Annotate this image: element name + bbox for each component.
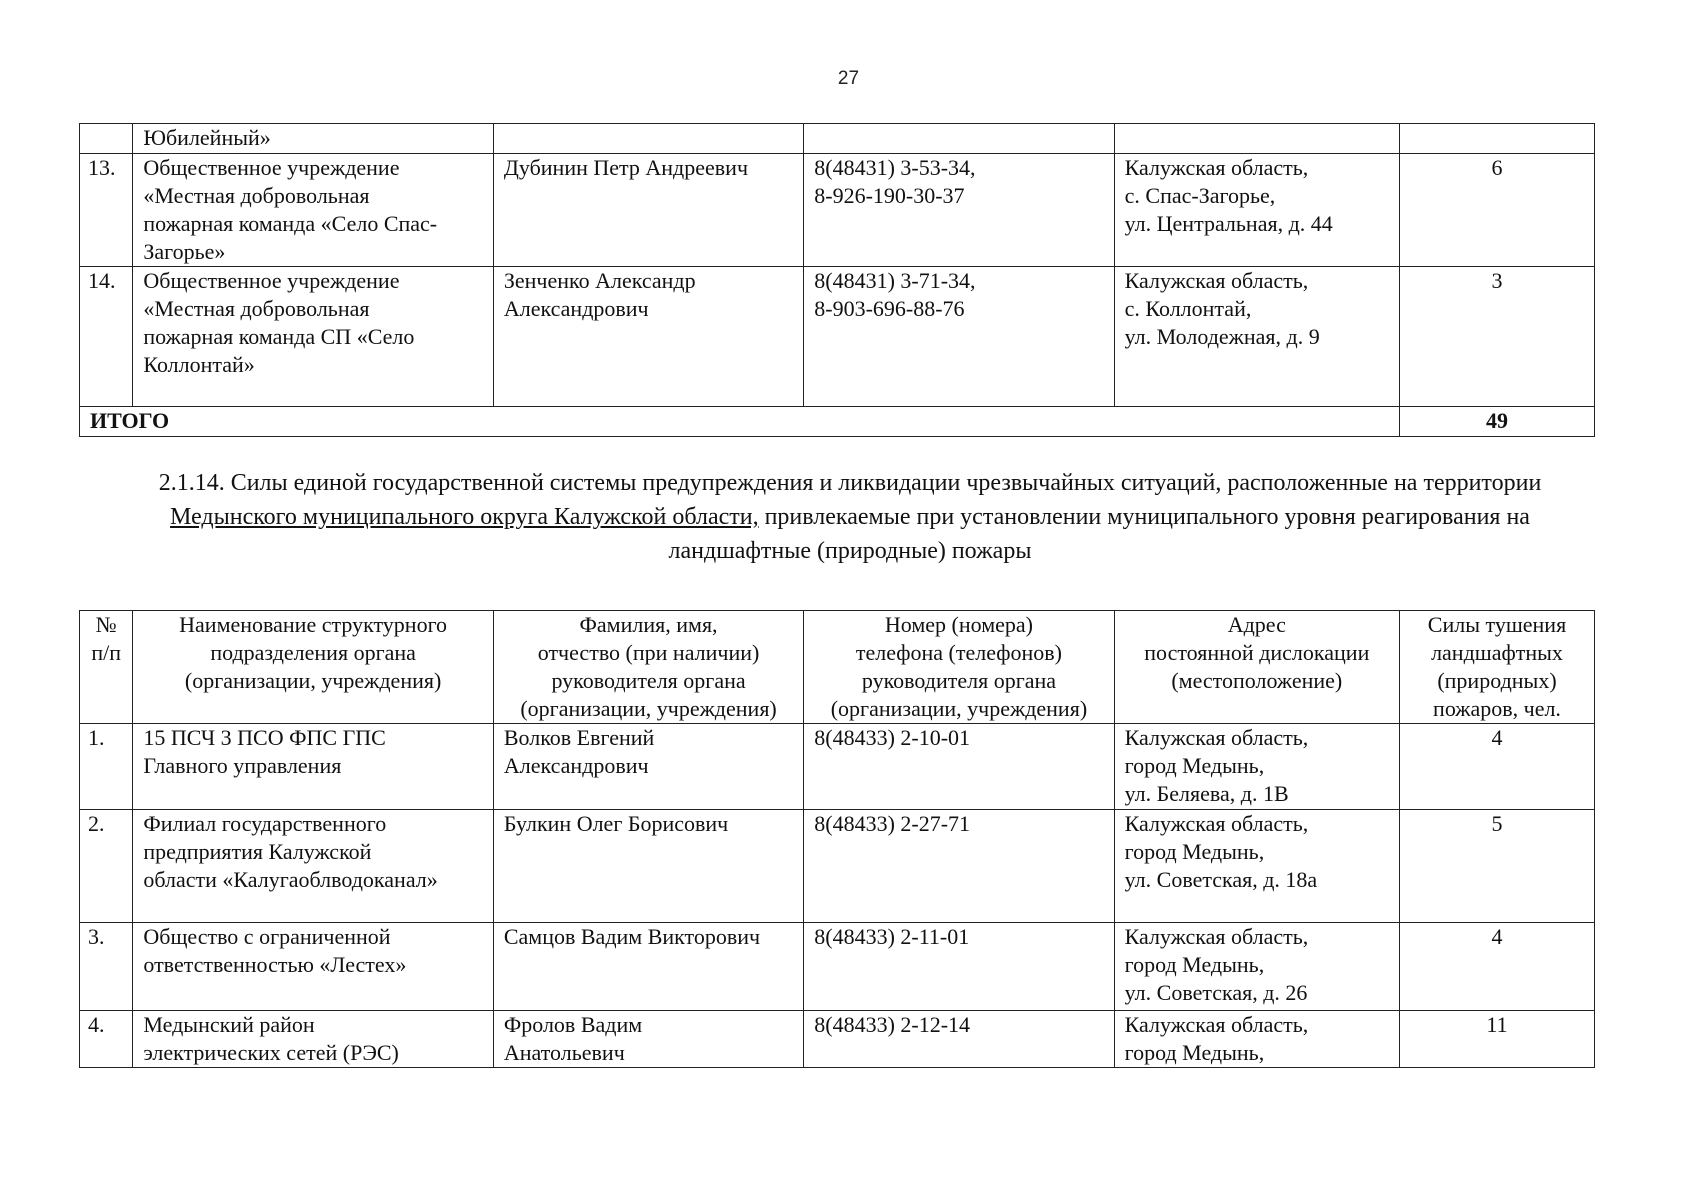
table-row: [80, 124, 1595, 154]
row-number: 13.: [80, 154, 133, 267]
total-row: [80, 407, 1595, 437]
org-name: Общество с ограниченной ответственностью «Лестех»: [133, 923, 494, 1011]
staff-count: 3: [1399, 267, 1594, 407]
table-row: [80, 1011, 1595, 1068]
row-number: 4.: [80, 1011, 133, 1068]
staff-count: 5: [1399, 810, 1594, 923]
org-name: 15 ПСЧ 3 ПСО ФПС ГПС Главного управления: [133, 724, 494, 810]
phone: 8(48431) 3-71-34, 8-903-696-88-76: [804, 267, 1114, 407]
address: [1114, 124, 1399, 154]
head-name: Фролов Вадим Анатольевич: [493, 1011, 803, 1068]
head-name: Булкин Олег Борисович: [493, 810, 803, 923]
org-name: Общественное учреждение «Местная добровольная пожарная команда СП «Село Коллонтай»: [133, 267, 494, 407]
address: Калужская область, город Медынь, ул. Советская, д. 18а: [1114, 810, 1399, 923]
phone: 8(48433) 2-11-01: [804, 923, 1114, 1011]
header-org: Наименование структурного подразделения органа (организации, учреждения): [133, 611, 494, 724]
header-head: Фамилия, имя, отчество (при наличии) руководителя органа (организации, учреждения): [493, 611, 803, 724]
row-number: 3.: [80, 923, 133, 1011]
bottom-table: [79, 610, 1595, 1068]
head-name: [493, 124, 803, 154]
org-name: Филиал государственного предприятия Калужской области «Калугаоблводоканал»: [133, 810, 494, 923]
address: Калужская область, с. Спас-Загорье, ул. Центральная, д. 44: [1114, 154, 1399, 267]
total-value: 49: [1399, 407, 1594, 437]
table-row: [80, 267, 1595, 407]
row-number: 14.: [80, 267, 133, 407]
org-name: Юбилейный»: [133, 124, 494, 154]
row-number: [80, 124, 133, 154]
row-number: 1.: [80, 724, 133, 810]
phone: 8(48431) 3-53-34, 8-926-190-30-37: [804, 154, 1114, 267]
section-title-underlined: Медынского муниципального округа Калужской области,: [170, 504, 759, 530]
section-title: [120, 466, 1580, 568]
header-num: № п/п: [80, 611, 133, 724]
total-label: ИТОГО: [80, 407, 1400, 437]
address: Калужская область, город Медынь, ул. Беляева, д. 1В: [1114, 724, 1399, 810]
table-row: [80, 923, 1595, 1011]
section-title-text-end: привлекаемые при установлении муниципального уровня реагирования на ландшафтные (природные) пожары: [668, 504, 1530, 564]
org-name: Медынский район электрических сетей (РЭС): [133, 1011, 494, 1068]
phone: [804, 124, 1114, 154]
table-header-row: [80, 611, 1595, 724]
row-number: 2.: [80, 810, 133, 923]
staff-count: 4: [1399, 724, 1594, 810]
section-title-text: 2.1.14. Силы единой государственной системы предупреждения и ликвидации чрезвычайных ситуаций, расположенные на территории: [158, 470, 1542, 496]
staff-count: 6: [1399, 154, 1594, 267]
address: Калужская область, город Медынь,: [1114, 1011, 1399, 1068]
staff-count: 4: [1399, 923, 1594, 1011]
head-name: Дубинин Петр Андреевич: [493, 154, 803, 267]
phone: 8(48433) 2-10-01: [804, 724, 1114, 810]
phone: 8(48433) 2-27-71: [804, 810, 1114, 923]
org-name: Общественное учреждение «Местная добровольная пожарная команда «Село Спас- Загорье»: [133, 154, 494, 267]
header-phone: Номер (номера) телефона (телефонов) руководителя органа (организации, учреждения): [804, 611, 1114, 724]
page-number: 27: [837, 68, 860, 89]
address: Калужская область, город Медынь, ул. Советская, д. 26: [1114, 923, 1399, 1011]
table-row: [80, 724, 1595, 810]
head-name: Зенченко Александр Александрович: [493, 267, 803, 407]
header-count: Силы тушения ландшафтных (природных) пожаров, чел.: [1399, 611, 1594, 724]
staff-count: 11: [1399, 1011, 1594, 1068]
top-table: [79, 123, 1595, 437]
table-row: [80, 810, 1595, 923]
staff-count: [1399, 124, 1594, 154]
table-row: [80, 154, 1595, 267]
header-address: Адрес постоянной дислокации (местоположение): [1114, 611, 1399, 724]
head-name: Волков Евгений Александрович: [493, 724, 803, 810]
phone: 8(48433) 2-12-14: [804, 1011, 1114, 1068]
address: Калужская область, с. Коллонтай, ул. Молодежная, д. 9: [1114, 267, 1399, 407]
head-name: Самцов Вадим Викторович: [493, 923, 803, 1011]
